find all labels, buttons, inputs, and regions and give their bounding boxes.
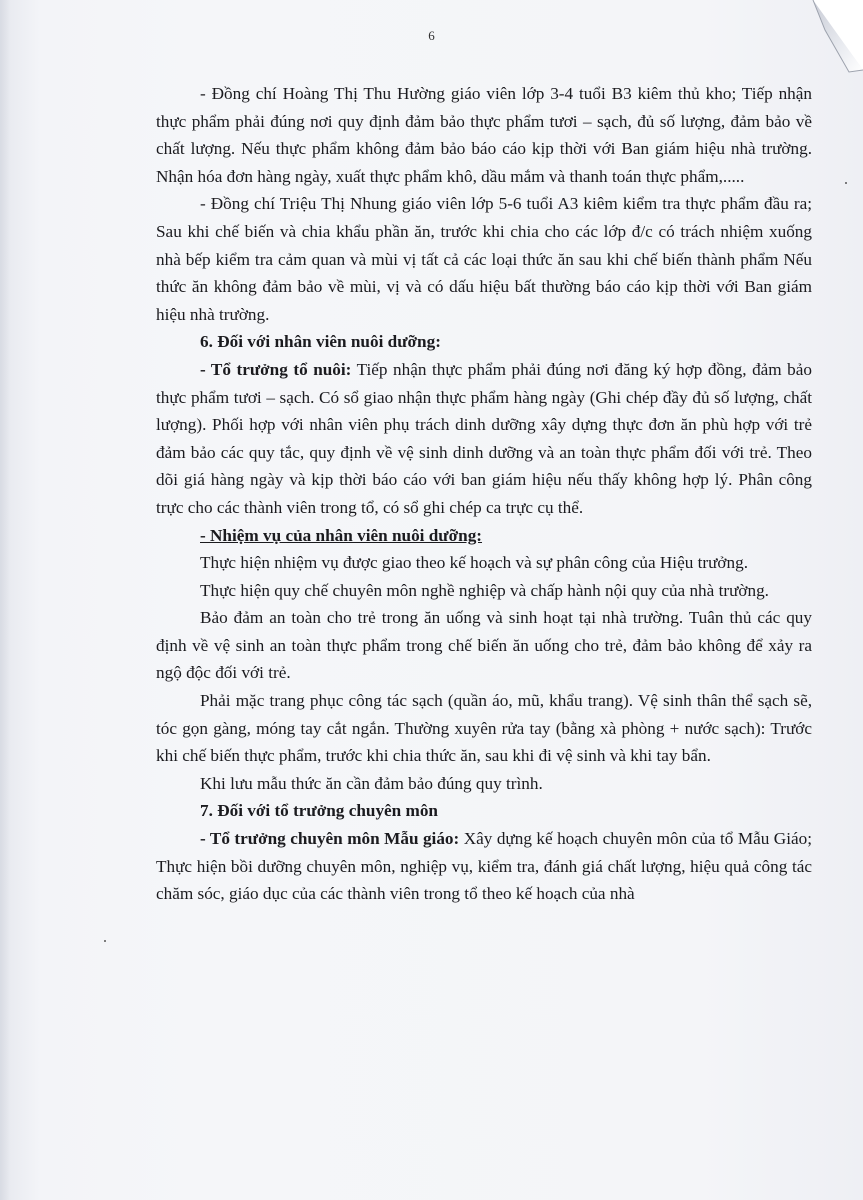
document-body bbox=[156, 80, 812, 908]
paragraph-lead: - Tổ trưởng tổ nuôi: bbox=[200, 359, 352, 379]
paragraph-professional-rules bbox=[156, 577, 812, 605]
paragraph-text: Phải mặc trang phục công tác sạch (quần áo, mũ, khẩu trang). Vệ sinh thân thể sạch sẽ, tóc gọn gàng, móng tay cắt ngắn. Thường xuyên rửa tay (bằng xà phòng + nước sạch): Trước khi chế biến thực phẩm, trước khi chia thức ăn, sau khi đi vệ sinh và khi tay bẩn. bbox=[156, 691, 812, 766]
paragraph-text: Thực hiện nhiệm vụ được giao theo kế hoạch và sự phân công của Hiệu trưởng. bbox=[200, 553, 748, 573]
paragraph-food-samples bbox=[156, 770, 812, 798]
page-number: 6 bbox=[428, 28, 435, 43]
subheading-staff-duties bbox=[156, 522, 812, 550]
paragraph-output-inspector bbox=[156, 190, 812, 328]
section-heading-text: 7. Đối với tổ trưởng chuyên môn bbox=[200, 801, 438, 821]
paragraph-text: Bảo đảm an toàn cho trẻ trong ăn uống và sinh hoạt tại nhà trường. Tuân thủ các quy định về vệ sinh an toàn thực phẩm trong chế biến ăn uống cho trẻ, đảm bảo không để xảy ra ngộ độc đối với trẻ. bbox=[156, 608, 812, 683]
scan-speck bbox=[845, 182, 847, 184]
paragraph-text: - Đồng chí Hoàng Thị Thu Hường giáo viên lớp 3-4 tuổi B3 kiêm thủ kho; Tiếp nhận thực phẩm phải đúng nơi quy định đảm bảo thực phẩm tươi – sạch, đủ số lượng, đảm bảo về chất lượng. Nếu thực phẩm không đảm bảo báo cáo kịp thời với Ban giám hiệu nhà trường. Nhận hóa đơn hàng ngày, xuất thực phẩm khô, dầu mắm và thanh toán thực phẩm,..... bbox=[156, 84, 812, 186]
page-edge-shadow bbox=[0, 0, 10, 1200]
paragraph-text: Xây dựng kế hoạch chuyên môn của tổ Mẫu Giáo; Thực hiện bồi dưỡng chuyên môn, nghiệp vụ, kiểm tra, đánh giá chất lượng, hiệu quả công tác chăm sóc, giáo dục của các thành viên trong tổ theo kế hoạch của nhà bbox=[156, 829, 812, 904]
paragraph-safety bbox=[156, 604, 812, 687]
paragraph-warehouse-keeper bbox=[156, 80, 812, 190]
paragraph-text: Khi lưu mẫu thức ăn cần đảm bảo đúng quy trình. bbox=[200, 773, 543, 793]
section-heading-text: 6. Đối với nhân viên nuôi dưỡng: bbox=[200, 332, 441, 352]
paragraph-text: - Đồng chí Triệu Thị Nhung giáo viên lớp 5-6 tuổi A3 kiêm kiểm tra thực phẩm đầu ra; Sau khi chế biến và chia khẩu phần ăn, trước khi chia cho các lớp đ/c có trách nhiệm xuống nhà bếp kiểm tra cảm quan và mùi vị tất cả các loại thức ăn sau khi chế biến thành phẩm Nếu thức ăn không đảm bảo về mùi, vị và có dấu hiệu bất thường báo cáo kịp thời với Ban giám hiệu nhà trường. bbox=[156, 194, 812, 324]
scan-speck bbox=[104, 940, 106, 942]
section-heading-department-heads bbox=[156, 797, 812, 825]
paragraph-duty-assignment bbox=[156, 549, 812, 577]
paragraph-lead: - Tổ trưởng chuyên môn Mẫu giáo: bbox=[200, 829, 460, 849]
paragraph-kitchen-team-leader bbox=[156, 356, 812, 522]
paragraph-text: Thực hiện quy chế chuyên môn nghề nghiệp và chấp hành nội quy của nhà trường. bbox=[200, 580, 769, 600]
subheading-text: - Nhiệm vụ của nhân viên nuôi dưỡng: bbox=[200, 525, 483, 545]
folded-corner bbox=[753, 0, 863, 90]
paragraph-hygiene bbox=[156, 687, 812, 770]
paragraph-text: Tiếp nhận thực phẩm phải đúng nơi đăng ký hợp đồng, đảm bảo thực phẩm tươi – sạch. Có sổ giao nhận thực phẩm hàng ngày (Ghi chép đầy đủ số lượng, chất lượng). Phối hợp với nhân viên phụ trách dinh dưỡng xây dựng thực đơn ăn phù hợp với trẻ đảm bảo các quy tắc, quy định về vệ sinh dinh dưỡng và an toàn thực phẩm đối với trẻ. Theo dõi giá hàng ngày và kịp thời báo cáo với ban giám hiệu nếu thấy không hợp lý. Phân công trực cho các thành viên trong tổ, có sổ ghi chép ca trực cụ thể. bbox=[156, 359, 812, 517]
paragraph-preschool-department-head bbox=[156, 825, 812, 908]
section-heading-nutrition-staff bbox=[156, 328, 812, 356]
